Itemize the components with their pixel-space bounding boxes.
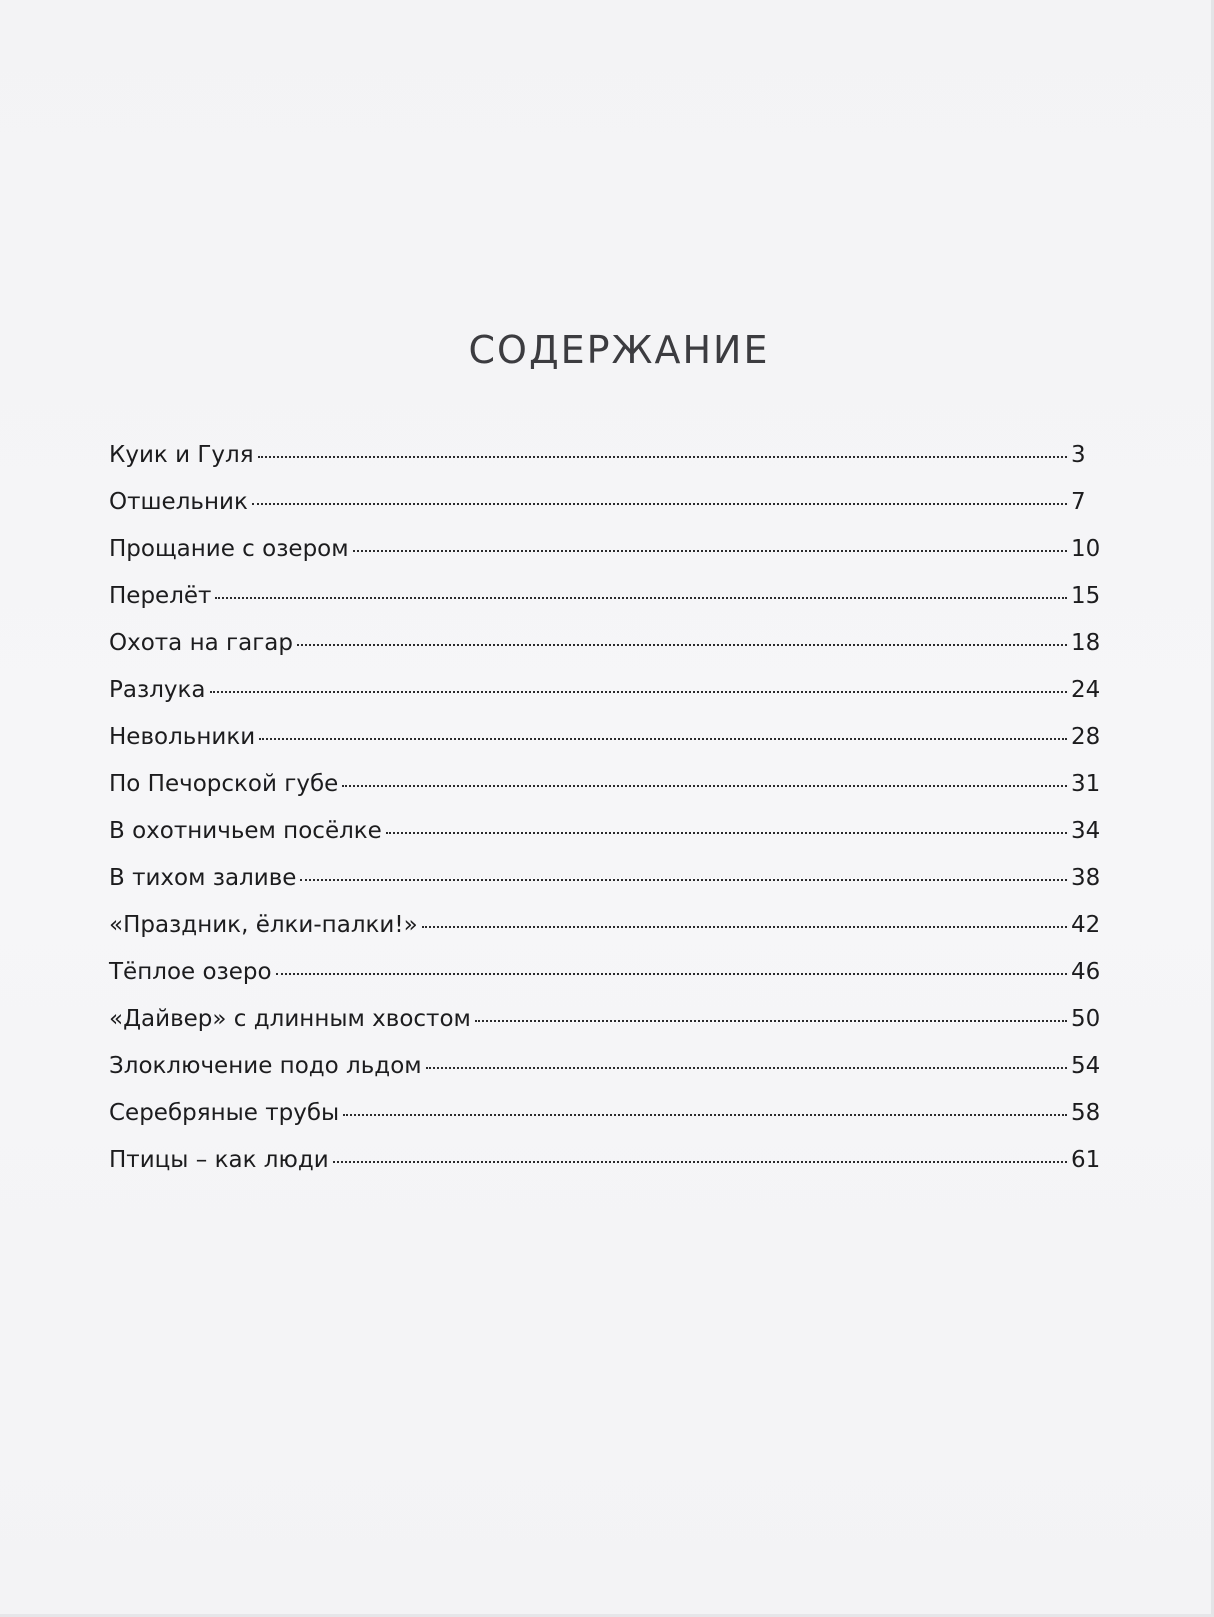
- toc-entry: [109, 489, 1119, 536]
- toc-entry: [109, 771, 1119, 818]
- toc-entry-title: Тёплое озеро: [109, 959, 272, 985]
- toc-entry-title: Куик и Гуля: [109, 442, 254, 468]
- dot-leader: [210, 691, 1068, 693]
- toc-entry-title: Перелёт: [109, 583, 212, 609]
- toc-entry-title: По Печорской губе: [109, 771, 339, 797]
- dot-leader: [258, 456, 1067, 458]
- toc-entry: [109, 1147, 1119, 1194]
- toc-entry-page: 58: [1071, 1100, 1101, 1126]
- toc-entry: [109, 724, 1119, 771]
- dot-leader: [333, 1161, 1067, 1163]
- toc-entry: [109, 677, 1119, 724]
- toc-entry-title: «Дайвер» с длинным хвостом: [109, 1006, 471, 1032]
- toc-entry: [109, 912, 1119, 959]
- dot-leader: [343, 1114, 1067, 1116]
- dot-leader: [386, 832, 1067, 834]
- dot-leader: [215, 597, 1067, 599]
- dot-leader: [276, 973, 1067, 975]
- dot-leader: [422, 926, 1067, 928]
- toc-entry: [109, 630, 1119, 677]
- toc-entry: [109, 583, 1119, 630]
- toc-entry-title: Злоключение подо льдом: [109, 1053, 422, 1079]
- dot-leader: [426, 1067, 1067, 1069]
- dot-leader: [475, 1020, 1067, 1022]
- toc-entry: [109, 865, 1119, 912]
- toc-entry: [109, 1100, 1119, 1147]
- toc-entry-page: 28: [1071, 724, 1101, 750]
- table-of-contents: [109, 442, 1119, 1194]
- toc-entry: [109, 818, 1119, 865]
- toc-entry-page: 42: [1071, 912, 1101, 938]
- toc-entry: [109, 442, 1119, 489]
- toc-entry-title: В тихом заливе: [109, 865, 297, 891]
- toc-entry: [109, 536, 1119, 583]
- toc-entry-page: 24: [1071, 677, 1101, 703]
- toc-entry-title: Охота на гагар: [109, 630, 293, 656]
- toc-entry-page: 7: [1071, 489, 1086, 515]
- toc-entry-page: 54: [1071, 1053, 1101, 1079]
- dot-leader: [342, 785, 1067, 787]
- toc-entry-title: Невольники: [109, 724, 256, 750]
- toc-entry-title: Отшельник: [109, 489, 248, 515]
- toc-entry-page: 18: [1071, 630, 1101, 656]
- toc-entry-page: 10: [1071, 536, 1101, 562]
- dot-leader: [300, 879, 1067, 881]
- toc-entry-title: Серебряные трубы: [109, 1100, 340, 1126]
- toc-entry-page: 50: [1071, 1006, 1101, 1032]
- page-title: СОДЕРЖАНИЕ: [468, 328, 770, 372]
- toc-entry-page: 38: [1071, 865, 1101, 891]
- toc-entry: [109, 1053, 1119, 1100]
- toc-entry: [109, 1006, 1119, 1053]
- toc-entry-title: В охотничьем посёлке: [109, 818, 382, 844]
- toc-entry-title: Разлука: [109, 677, 206, 703]
- toc-entry-page: 15: [1071, 583, 1101, 609]
- dot-leader: [297, 644, 1067, 646]
- dot-leader: [353, 550, 1067, 552]
- toc-entry-page: 34: [1071, 818, 1101, 844]
- toc-entry-title: Прощание с озером: [109, 536, 349, 562]
- toc-entry-page: 31: [1071, 771, 1101, 797]
- toc-entry-title: Птицы – как люди: [109, 1147, 329, 1173]
- dot-leader: [252, 503, 1067, 505]
- toc-entry: [109, 959, 1119, 1006]
- toc-entry-page: 3: [1071, 442, 1086, 468]
- toc-entry-page: 46: [1071, 959, 1101, 985]
- toc-entry-page: 61: [1071, 1147, 1101, 1173]
- toc-entry-title: «Праздник, ёлки-палки!»: [109, 912, 418, 938]
- dot-leader: [259, 738, 1067, 740]
